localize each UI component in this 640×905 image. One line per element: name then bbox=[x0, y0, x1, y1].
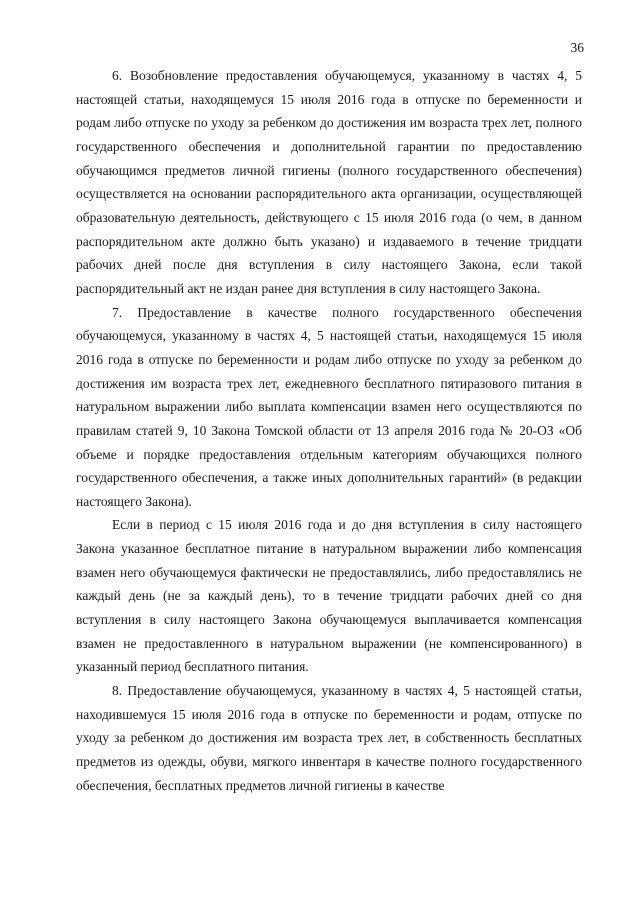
page-number: 36 bbox=[570, 40, 584, 55]
paragraph-7-continuation: Если в период с 15 июля 2016 года и до дня вступления в силу настоящего Закона указанное бесплатное питание в натуральном выражении либо компенсация взамен него обучающемуся фактически не предоставлялись, либо предоставлялись не каждый день (не за каждый день), то в течение тридцати рабочих дней со дня вступления в силу настоящего Закона обучающемуся выплачивается компенсация взамен не предоставленного в натуральном выражении (не компенсированного) в указанный период бесплатного питания. bbox=[76, 517, 582, 675]
paragraph-6: 6. Возобновление предоставления обучающемуся, указанному в частях 4, 5 настоящей статьи, находящемуся 15 июля 2016 года в отпуске по беременности и родам либо отпуске по уходу за ребенком до достижения им возраста трех лет, полного государственного обеспечения и дополнительной гарантии по предоставлению обучающимся предметов личной гигиены (полного государственного обеспечения) осуществляется на основании распорядительного акта организации, осуществляющей образовательную деятельность, действующего с 15 июля 2016 года (о чем, в данном распорядительном акте должно быть указано) и издаваемого в течение тридцати рабочих дней после дня вступления в силу настоящего Закона, если такой распорядительный акт не издан ранее дня вступления в силу настоящего Закона. bbox=[76, 68, 582, 296]
paragraph-7: 7. Предоставление в качестве полного государственного обеспечения обучающемуся, указанному в частях 4, 5 настоящей статьи, находящемуся 15 июля 2016 года в отпуске по беременности и родам либо отпуске по уходу за ребенком до достижения им возраста трех лет, ежедневного бесплатного пятиразового питания в натуральном выражении либо выплата компенсации взамен него осуществляются по правилам статей 9, 10 Закона Томской области от 13 апреля 2016 года № 20-ОЗ «Об объеме и порядке предоставления отдельным категориям обучающихся полного государственного обеспечения, а также иных дополнительных гарантий» (в редакции настоящего Закона). bbox=[76, 304, 582, 509]
document-body bbox=[76, 64, 582, 797]
paragraph-8: 8. Предоставление обучающемуся, указанному в частях 4, 5 настоящей статьи, находившемуся 15 июля 2016 года в отпуске по беременности и родам, отпуске по уходу за ребенком до достижения им возраста трех лет, в собственность бесплатных предметов из одежды, обуви, мягкого инвентаря в качестве полного государственного обеспечения, бесплатных предметов личной гигиены в качестве bbox=[76, 683, 582, 793]
